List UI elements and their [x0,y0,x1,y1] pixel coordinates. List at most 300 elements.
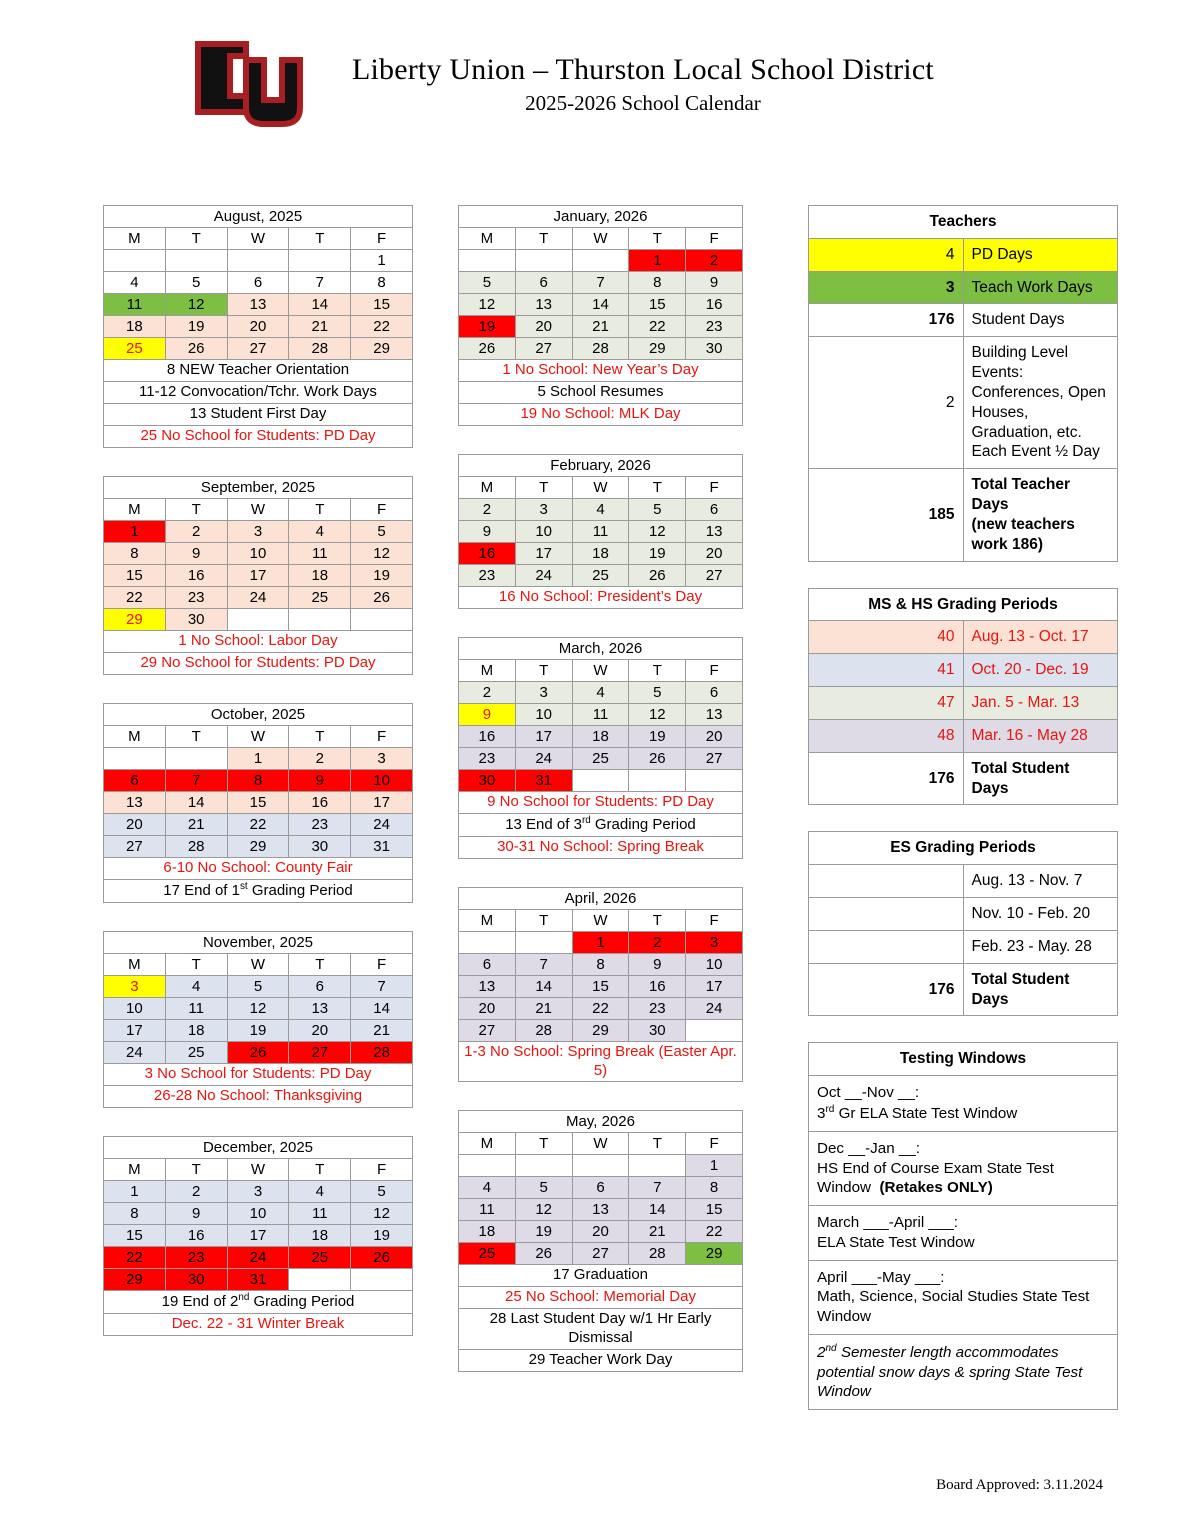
day-cell[interactable]: 14 [629,1199,686,1221]
day-cell[interactable]: 16 [686,294,743,316]
day-cell[interactable]: 10 [227,1202,289,1224]
box-title: ES Grading Periods [809,832,1118,865]
month-title: February, 2026 [459,455,743,477]
month-note: Dec. 22 - 31 Winter Break [104,1313,413,1335]
day-cell[interactable]: 19 [165,316,227,338]
day-cell[interactable]: 13 [104,792,166,814]
es-grading-period-days [809,865,964,898]
day-cell[interactable]: 4 [459,1177,516,1199]
day-cell[interactable]: 25 [572,748,629,770]
empty-day-cell [227,250,289,272]
es-grading-period-days [809,930,964,963]
day-cell[interactable]: 13 [686,521,743,543]
day-cell[interactable]: 14 [351,997,413,1019]
day-cell[interactable]: 30 [289,836,351,858]
day-cell[interactable]: 13 [515,294,572,316]
day-cell[interactable]: 30 [629,1019,686,1041]
calendar-columns [0,205,1187,1436]
day-cell[interactable]: 31 [515,770,572,792]
total-student-days-count: 176 [809,752,964,805]
month-table [103,703,413,903]
day-cell[interactable]: 13 [289,997,351,1019]
week-row [459,1199,743,1221]
day-cell[interactable]: 4 [165,975,227,997]
day-cell[interactable]: 15 [104,565,166,587]
day-cell[interactable]: 9 [459,521,516,543]
day-cell[interactable]: 22 [629,316,686,338]
week-row [459,1243,743,1265]
day-cell[interactable]: 24 [104,1041,166,1063]
dow-header: M [459,228,516,250]
dow-header: T [165,1158,227,1180]
day-cell[interactable]: 25 [104,338,166,360]
month-note: 19 End of 2nd Grading Period [104,1290,413,1313]
month-title: October, 2025 [104,704,413,726]
month-table [103,476,413,675]
day-cell[interactable]: 27 [686,565,743,587]
day-cell[interactable]: 8 [104,1202,166,1224]
day-cell[interactable]: 15 [629,294,686,316]
day-cell[interactable]: 22 [104,587,166,609]
day-cell[interactable]: 20 [515,316,572,338]
empty-day-cell [515,1155,572,1177]
day-cell[interactable]: 27 [572,1243,629,1265]
day-cell[interactable]: 10 [515,521,572,543]
day-of-week-row [104,953,413,975]
day-cell[interactable]: 6 [459,953,516,975]
dow-header: W [572,660,629,682]
day-cell[interactable]: 5 [165,272,227,294]
day-cell[interactable]: 18 [459,1221,516,1243]
day-cell[interactable]: 26 [227,1041,289,1063]
day-cell[interactable]: 12 [459,294,516,316]
day-cell[interactable]: 29 [104,1268,166,1290]
day-cell[interactable]: 25 [289,1246,351,1268]
day-cell[interactable]: 21 [289,316,351,338]
day-cell[interactable]: 2 [289,748,351,770]
day-cell[interactable]: 23 [165,1246,227,1268]
day-cell[interactable]: 10 [515,704,572,726]
day-cell[interactable]: 26 [459,338,516,360]
empty-day-cell [572,250,629,272]
teachers-box [808,205,1118,562]
day-cell[interactable]: 11 [165,997,227,1019]
day-cell[interactable]: 28 [165,836,227,858]
day-cell[interactable]: 25 [289,587,351,609]
day-cell[interactable]: 24 [227,587,289,609]
day-cell[interactable]: 4 [104,272,166,294]
day-cell[interactable]: 17 [227,565,289,587]
grading-period-range: Mar. 16 - May 28 [963,719,1118,752]
day-cell[interactable]: 22 [104,1246,166,1268]
day-cell[interactable]: 24 [686,997,743,1019]
page-header [0,0,1187,130]
day-cell[interactable]: 1 [572,931,629,953]
day-cell[interactable]: 22 [686,1221,743,1243]
teachers-row-label: PD Days [963,238,1118,271]
day-cell[interactable]: 1 [629,250,686,272]
month-table [103,1136,413,1336]
week-row [104,1041,413,1063]
day-cell[interactable]: 29 [629,338,686,360]
day-cell[interactable]: 11 [104,294,166,316]
day-cell[interactable]: 22 [572,997,629,1019]
week-row [104,1246,413,1268]
title-block [352,53,934,116]
day-cell[interactable]: 13 [686,704,743,726]
day-cell[interactable]: 7 [515,953,572,975]
day-cell[interactable]: 6 [289,975,351,997]
day-cell[interactable]: 31 [227,1268,289,1290]
day-cell[interactable]: 12 [227,997,289,1019]
day-cell[interactable]: 29 [572,1019,629,1041]
empty-day-cell [629,770,686,792]
day-cell[interactable]: 9 [629,953,686,975]
dow-header: M [459,909,516,931]
day-cell[interactable]: 29 [104,609,166,631]
day-cell[interactable]: 20 [686,726,743,748]
dow-header: F [686,477,743,499]
day-cell[interactable]: 2 [165,1180,227,1202]
day-cell[interactable]: 6 [572,1177,629,1199]
day-cell[interactable]: 26 [629,565,686,587]
day-cell[interactable]: 27 [289,1041,351,1063]
day-cell[interactable]: 14 [572,294,629,316]
day-cell[interactable]: 17 [227,1224,289,1246]
day-cell[interactable]: 18 [289,1224,351,1246]
day-cell[interactable]: 13 [227,294,289,316]
day-cell[interactable]: 16 [289,792,351,814]
day-cell[interactable]: 2 [459,499,516,521]
dow-header: F [686,660,743,682]
day-cell[interactable]: 2 [686,250,743,272]
day-cell[interactable]: 10 [686,953,743,975]
dow-header: F [351,499,413,521]
day-cell[interactable]: 4 [572,682,629,704]
day-cell[interactable]: 14 [289,294,351,316]
dow-header: W [227,726,289,748]
day-cell[interactable]: 8 [227,770,289,792]
grading-period-days: 41 [809,654,964,687]
day-cell[interactable]: 11 [572,521,629,543]
day-cell[interactable]: 20 [289,1019,351,1041]
day-cell[interactable]: 3 [351,748,413,770]
day-cell[interactable]: 6 [686,499,743,521]
day-cell[interactable]: 21 [572,316,629,338]
day-cell[interactable]: 7 [289,272,351,294]
day-cell[interactable]: 6 [104,770,166,792]
day-cell[interactable]: 27 [459,1019,516,1041]
day-cell[interactable]: 1 [227,748,289,770]
day-cell[interactable]: 28 [629,1243,686,1265]
day-cell[interactable]: 17 [351,792,413,814]
day-cell[interactable]: 12 [515,1199,572,1221]
day-cell[interactable]: 23 [629,997,686,1019]
day-cell[interactable]: 24 [515,565,572,587]
day-cell[interactable]: 5 [629,499,686,521]
es-grading-period-range: Aug. 13 - Nov. 7 [963,865,1118,898]
day-cell[interactable]: 24 [351,814,413,836]
day-cell[interactable]: 15 [686,1199,743,1221]
day-cell[interactable]: 15 [572,975,629,997]
month-title: May, 2026 [459,1111,743,1133]
day-cell[interactable]: 5 [351,1180,413,1202]
day-cell[interactable]: 30 [165,1268,227,1290]
info-column-right [808,205,1118,1436]
day-cell[interactable]: 27 [104,836,166,858]
day-cell[interactable]: 20 [104,814,166,836]
day-cell[interactable]: 6 [686,682,743,704]
testing-windows-box [808,1042,1118,1410]
day-cell[interactable]: 7 [351,975,413,997]
week-row [104,1180,413,1202]
empty-day-cell [351,609,413,631]
day-cell[interactable]: 19 [227,1019,289,1041]
day-cell[interactable]: 8 [104,543,166,565]
day-cell[interactable]: 4 [289,521,351,543]
day-cell[interactable]: 12 [351,1202,413,1224]
day-cell[interactable]: 23 [289,814,351,836]
day-cell[interactable]: 10 [351,770,413,792]
day-cell[interactable]: 12 [629,521,686,543]
day-cell[interactable]: 27 [227,338,289,360]
day-cell[interactable]: 21 [515,997,572,1019]
day-cell[interactable]: 5 [459,272,516,294]
day-cell[interactable]: 19 [515,1221,572,1243]
day-cell[interactable]: 25 [459,1243,516,1265]
day-cell[interactable]: 21 [351,1019,413,1041]
dow-header: M [104,953,166,975]
day-cell[interactable]: 28 [351,1041,413,1063]
day-cell[interactable]: 18 [289,565,351,587]
day-cell[interactable]: 23 [165,587,227,609]
day-cell[interactable]: 29 [686,1243,743,1265]
day-cell[interactable]: 18 [572,726,629,748]
day-cell[interactable]: 5 [515,1177,572,1199]
es-grading-period-days [809,898,964,931]
day-cell[interactable]: 24 [515,748,572,770]
day-cell[interactable]: 27 [515,338,572,360]
day-cell[interactable]: 5 [351,521,413,543]
day-cell[interactable]: 7 [165,770,227,792]
day-cell[interactable]: 4 [289,1180,351,1202]
day-cell[interactable]: 2 [629,931,686,953]
dow-header: T [165,228,227,250]
day-cell[interactable]: 2 [165,521,227,543]
day-cell[interactable]: 21 [629,1221,686,1243]
day-cell[interactable]: 22 [351,316,413,338]
teachers-row-label: Building Level Events: Conferences, Open Houses, Graduation, etc. Each Event ½ Day [963,337,1118,469]
day-cell[interactable]: 20 [572,1221,629,1243]
day-cell[interactable]: 20 [686,543,743,565]
testing-window-text: March ___-April ___: ELA State Test Window [809,1206,1118,1261]
day-cell[interactable]: 23 [459,748,516,770]
day-cell[interactable]: 18 [104,316,166,338]
day-cell[interactable]: 15 [227,792,289,814]
day-cell[interactable]: 1 [351,250,413,272]
day-cell[interactable]: 30 [459,770,516,792]
month-note: 25 No School: Memorial Day [459,1287,743,1309]
month-note: 1 No School: New Year’s Day [459,360,743,382]
dow-header: M [104,726,166,748]
day-cell[interactable]: 19 [629,543,686,565]
dow-header: T [165,726,227,748]
empty-day-cell [289,609,351,631]
month-note: 17 Graduation [459,1265,743,1287]
week-row [104,975,413,997]
day-cell[interactable]: 30 [686,338,743,360]
dow-header: F [351,953,413,975]
day-cell[interactable]: 23 [459,565,516,587]
day-cell[interactable]: 4 [572,499,629,521]
week-row [459,521,743,543]
day-cell[interactable]: 6 [515,272,572,294]
day-cell[interactable]: 26 [351,587,413,609]
grading-period-days: 48 [809,719,964,752]
day-cell[interactable]: 15 [351,294,413,316]
day-cell[interactable]: 21 [165,814,227,836]
dow-header: T [515,477,572,499]
day-cell[interactable]: 16 [629,975,686,997]
day-cell[interactable]: 18 [165,1019,227,1041]
day-cell[interactable]: 2 [459,682,516,704]
testing-window-row [809,1131,1118,1205]
day-cell[interactable]: 29 [351,338,413,360]
day-cell[interactable]: 26 [165,338,227,360]
day-cell[interactable]: 24 [227,1246,289,1268]
day-cell[interactable]: 14 [515,975,572,997]
day-cell[interactable]: 25 [572,565,629,587]
day-cell[interactable]: 16 [459,726,516,748]
teachers-row-count: 4 [809,238,964,271]
day-cell[interactable]: 16 [459,543,516,565]
day-cell[interactable]: 17 [104,1019,166,1041]
month-note: 9 No School for Students: PD Day [459,792,743,814]
day-cell[interactable]: 19 [351,565,413,587]
day-cell[interactable]: 30 [165,609,227,631]
grading-period-row [809,687,1118,720]
day-cell[interactable]: 20 [459,997,516,1019]
day-cell[interactable]: 28 [515,1019,572,1041]
day-cell[interactable]: 11 [459,1199,516,1221]
day-cell[interactable]: 28 [289,338,351,360]
empty-day-cell [227,609,289,631]
day-cell[interactable]: 19 [351,1224,413,1246]
day-cell[interactable]: 31 [351,836,413,858]
week-row [104,521,413,543]
day-cell[interactable]: 9 [289,770,351,792]
day-cell[interactable]: 11 [572,704,629,726]
week-row [459,1019,743,1041]
month-table [458,887,743,1083]
day-cell[interactable]: 1 [104,1180,166,1202]
day-cell[interactable]: 5 [227,975,289,997]
day-cell[interactable]: 11 [289,543,351,565]
day-cell[interactable]: 8 [629,272,686,294]
day-cell[interactable]: 16 [165,565,227,587]
day-cell[interactable]: 20 [227,316,289,338]
day-cell[interactable]: 3 [227,1180,289,1202]
day-cell[interactable]: 1 [686,1155,743,1177]
month-note: 5 School Resumes [459,382,743,404]
week-row [459,726,743,748]
month-title: December, 2025 [104,1136,413,1158]
week-row [104,338,413,360]
empty-day-cell [351,1268,413,1290]
day-cell[interactable]: 26 [629,748,686,770]
day-cell[interactable]: 8 [351,272,413,294]
day-cell[interactable]: 12 [629,704,686,726]
month-title: August, 2025 [104,206,413,228]
day-cell[interactable]: 23 [686,316,743,338]
day-cell[interactable]: 6 [227,272,289,294]
week-row [104,294,413,316]
ms-hs-grading-periods-box [808,588,1118,806]
day-cell[interactable]: 19 [459,316,516,338]
day-cell[interactable]: 9 [459,704,516,726]
day-cell[interactable]: 8 [572,953,629,975]
day-cell[interactable]: 3 [515,682,572,704]
day-cell[interactable]: 10 [104,997,166,1019]
testing-window-text: Oct __-Nov __: 3rd Gr ELA State Test Window [809,1076,1118,1132]
day-cell[interactable]: 12 [165,294,227,316]
month-note: 13 End of 3rd Grading Period [459,814,743,837]
day-cell[interactable]: 12 [351,543,413,565]
day-cell[interactable]: 9 [165,543,227,565]
day-cell[interactable]: 7 [629,1177,686,1199]
day-cell[interactable]: 11 [289,1202,351,1224]
dow-header: F [686,228,743,250]
month-note: 6-10 No School: County Fair [104,858,413,880]
day-cell[interactable]: 27 [686,748,743,770]
week-row [459,294,743,316]
month-note: 29 Teacher Work Day [459,1349,743,1371]
page-subtitle: 2025-2026 School Calendar [525,90,761,115]
day-cell[interactable]: 15 [104,1224,166,1246]
day-cell[interactable]: 17 [686,975,743,997]
day-cell[interactable]: 18 [572,543,629,565]
day-cell[interactable]: 9 [165,1202,227,1224]
month-note: 28 Last Student Day w/1 Hr Early Dismissal [459,1309,743,1350]
day-cell[interactable]: 5 [629,682,686,704]
day-cell[interactable]: 9 [686,272,743,294]
day-cell[interactable]: 26 [351,1246,413,1268]
day-cell[interactable]: 16 [165,1224,227,1246]
day-cell[interactable]: 19 [629,726,686,748]
day-cell[interactable]: 17 [515,543,572,565]
teachers-row-label: Total Teacher Days (new teachers work 186) [963,469,1118,561]
day-cell[interactable]: 10 [227,543,289,565]
dow-header: T [515,660,572,682]
day-cell[interactable]: 17 [515,726,572,748]
day-cell[interactable]: 22 [227,814,289,836]
day-cell[interactable]: 3 [227,521,289,543]
day-cell[interactable]: 29 [227,836,289,858]
day-cell[interactable]: 3 [104,975,166,997]
day-cell[interactable]: 13 [459,975,516,997]
day-cell[interactable]: 25 [165,1041,227,1063]
day-cell[interactable]: 14 [165,792,227,814]
day-cell[interactable]: 26 [515,1243,572,1265]
day-cell[interactable]: 28 [572,338,629,360]
day-cell[interactable]: 8 [686,1177,743,1199]
day-cell[interactable]: 3 [515,499,572,521]
day-cell[interactable]: 13 [572,1199,629,1221]
day-cell[interactable]: 7 [572,272,629,294]
day-cell[interactable]: 3 [686,931,743,953]
dow-header: T [289,953,351,975]
day-cell[interactable]: 1 [104,521,166,543]
